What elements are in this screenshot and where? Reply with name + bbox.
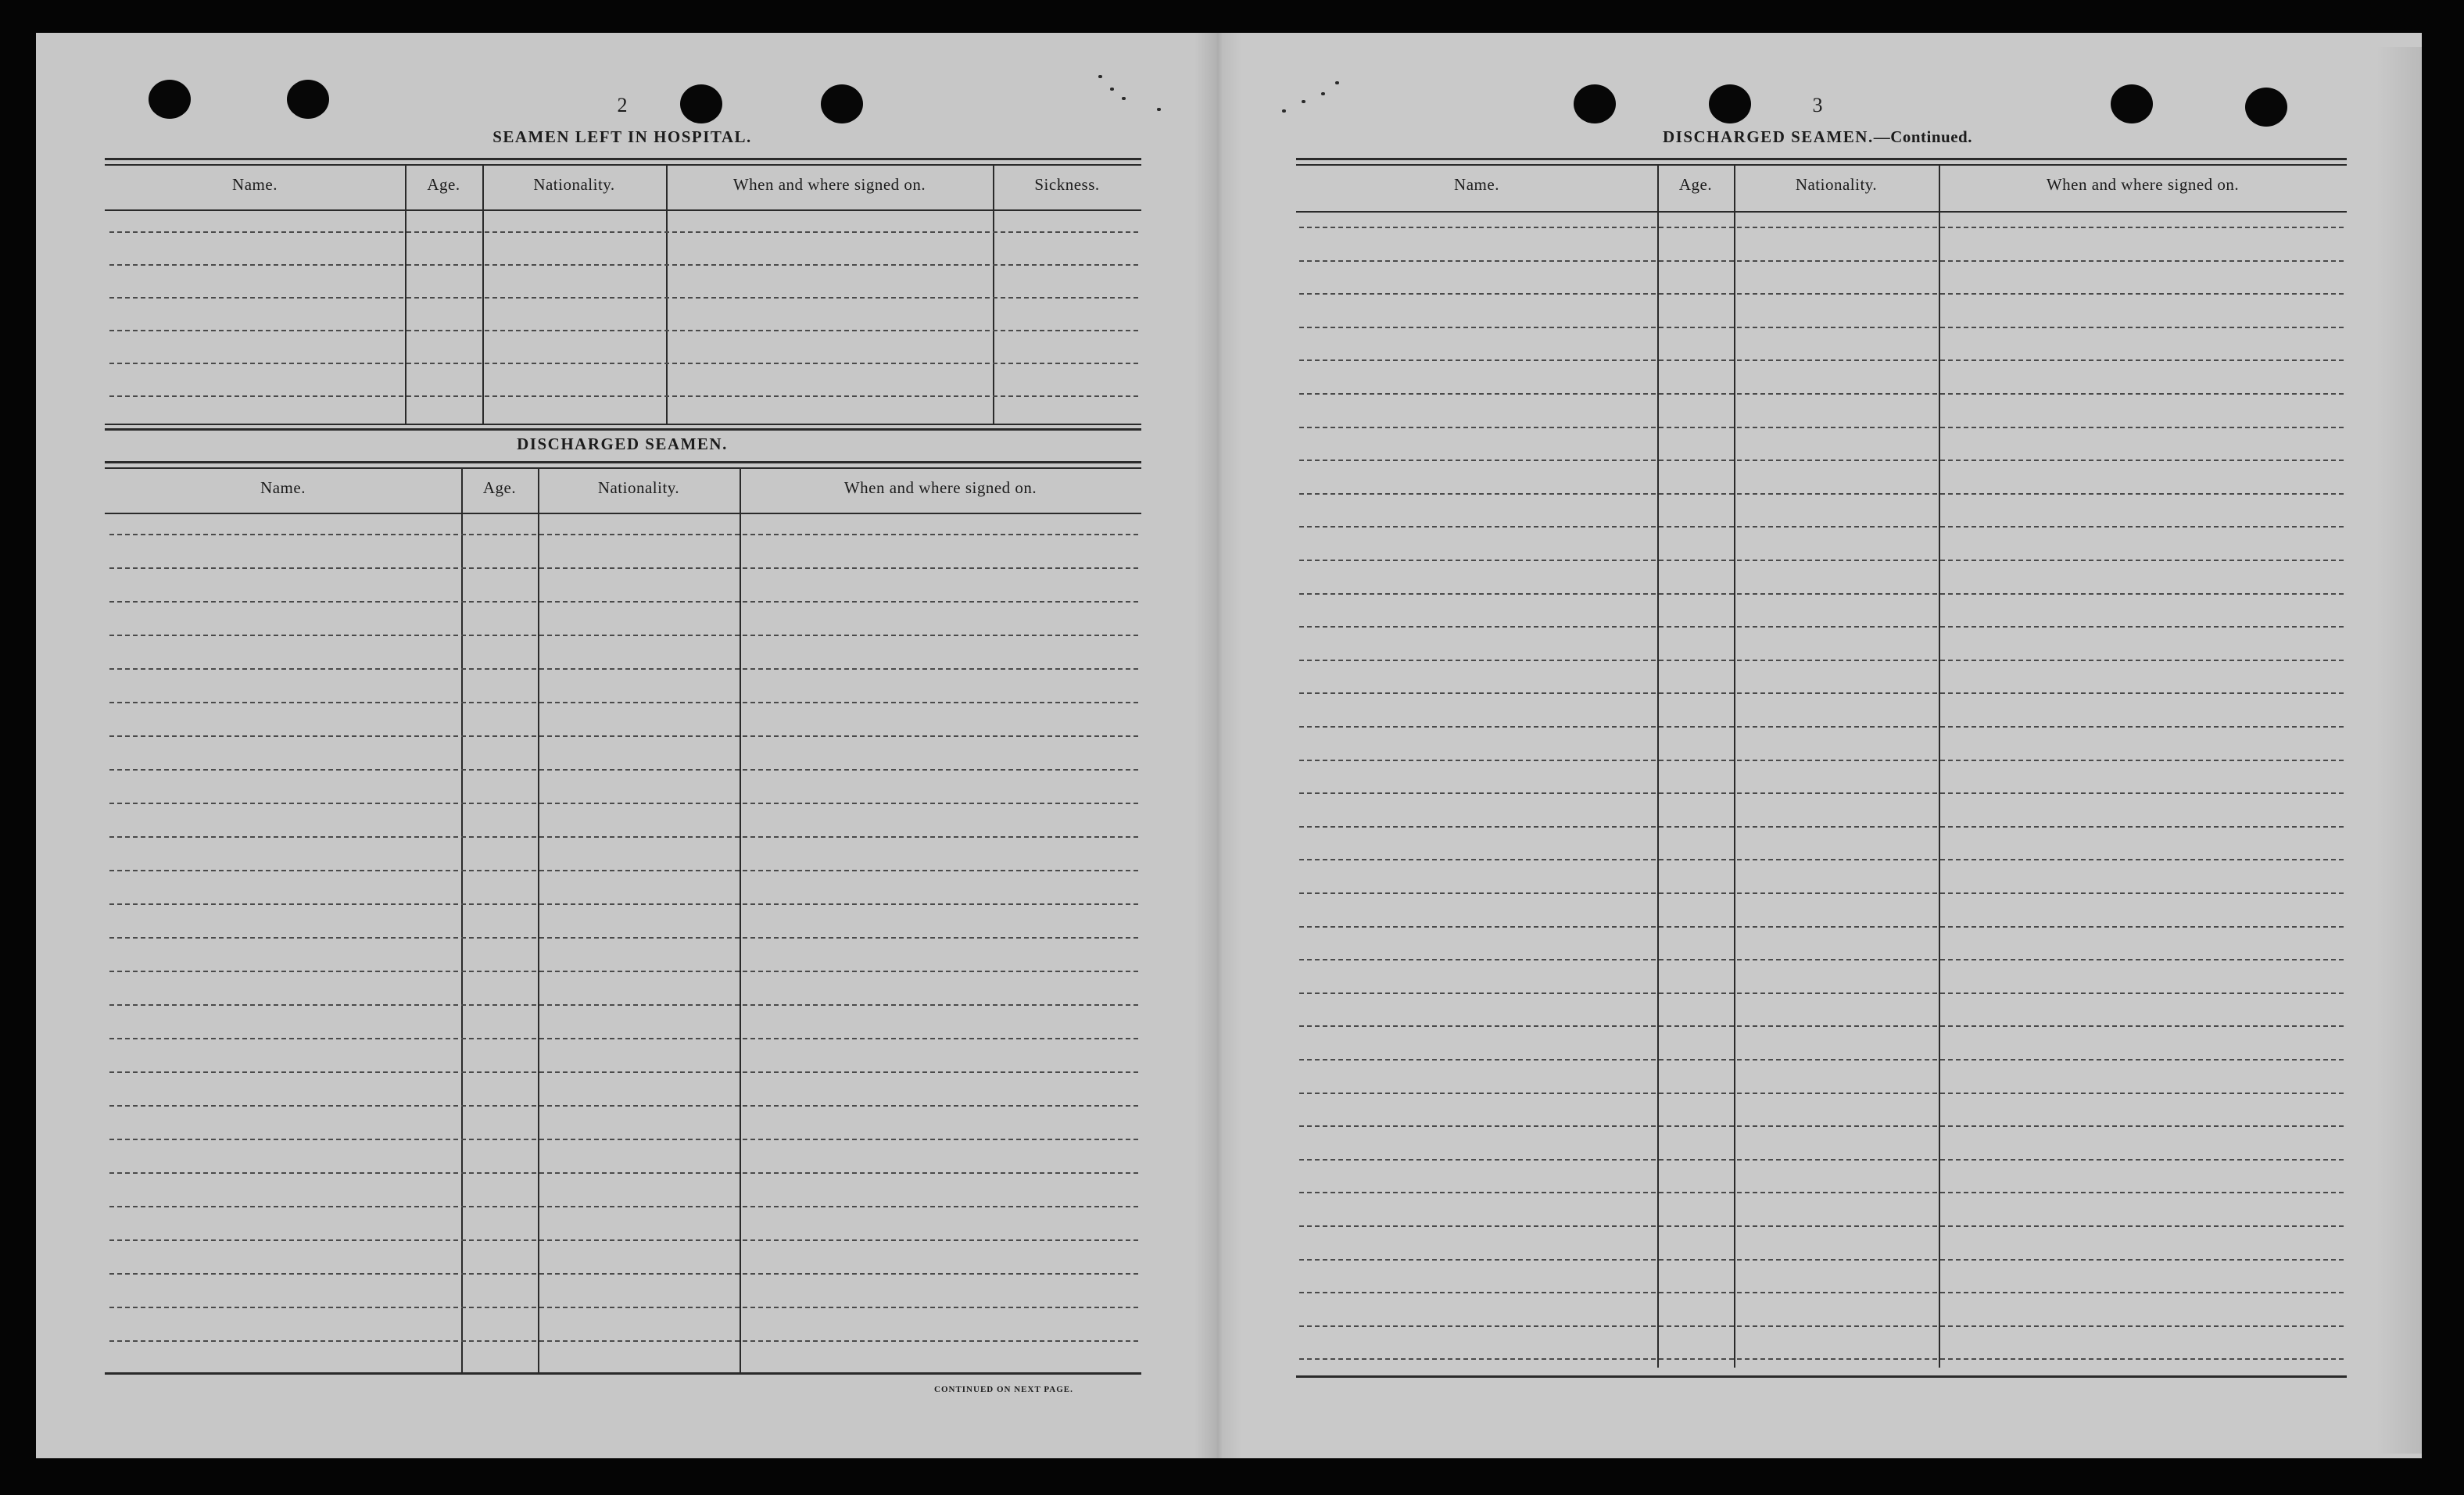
ruled-entry-line <box>109 937 1138 939</box>
hospital-table-bottom-rule <box>105 424 1141 425</box>
ruled-entry-line <box>109 264 1138 266</box>
ruled-entry-line <box>1299 1192 2344 1193</box>
scan-speck <box>1110 88 1114 91</box>
ruled-entry-line <box>1299 260 2344 262</box>
punch-hole <box>680 84 722 123</box>
ruled-entry-line <box>109 395 1138 397</box>
ruled-entry-line <box>1299 826 2344 828</box>
continued-table-bottom-rule <box>1296 1375 2347 1378</box>
scan-speck <box>1157 108 1161 111</box>
ruled-entry-line <box>1299 1259 2344 1261</box>
hospital-header-rule <box>105 209 1141 211</box>
ruled-entry-line <box>1299 1225 2344 1227</box>
hospital-col-nationality: Nationality. <box>533 175 615 194</box>
ruled-entry-line <box>1299 493 2344 495</box>
punch-hole <box>821 84 863 123</box>
continued-note: CONTINUED ON NEXT PAGE. <box>934 1385 1073 1394</box>
scan-speck <box>1282 109 1286 113</box>
continued-col-divider <box>1939 164 1940 1368</box>
book-gutter <box>1194 33 1241 1458</box>
hospital-table-top-rule-2 <box>105 164 1141 166</box>
ruled-entry-line <box>109 1004 1138 1006</box>
discharged-col-when-where: When and where signed on. <box>843 478 1037 497</box>
ruled-entry-line <box>1299 859 2344 860</box>
discharged-col-divider <box>538 467 539 1372</box>
continued-col-divider <box>1657 164 1659 1368</box>
page-edge-shadow <box>2376 47 2422 1454</box>
scan-speck <box>1098 75 1102 78</box>
hospital-col-divider <box>405 164 406 424</box>
ruled-entry-line <box>109 1307 1138 1308</box>
ruled-entry-line <box>1299 1325 2344 1327</box>
ruled-entry-line <box>109 363 1138 364</box>
ruled-entry-line <box>1299 393 2344 395</box>
hospital-col-sickness: Sickness. <box>1034 175 1100 194</box>
punch-hole <box>149 80 191 119</box>
ruled-entry-line <box>109 601 1138 603</box>
ruled-entry-line <box>1299 626 2344 628</box>
ruled-entry-line <box>109 1071 1138 1073</box>
discharged-col-age: Age. <box>482 478 517 497</box>
discharged-continued-title-suffix: —Continued. <box>1873 127 1972 146</box>
ruled-entry-line <box>1299 1025 2344 1027</box>
hospital-col-divider <box>482 164 484 424</box>
discharged-table-rule-2 <box>105 467 1141 469</box>
ruled-entry-line <box>109 1206 1138 1207</box>
discharged-table-rule <box>105 461 1141 463</box>
continued-col-name: Name. <box>1454 175 1499 194</box>
ruled-entry-line <box>1299 359 2344 361</box>
ruled-entry-line <box>1299 660 2344 661</box>
punch-hole <box>2245 88 2287 127</box>
ruled-entry-line <box>1299 1292 2344 1293</box>
ruled-entry-line <box>109 735 1138 737</box>
ruled-entry-line <box>1299 1125 2344 1127</box>
ruled-entry-line <box>109 668 1138 670</box>
ruled-entry-line <box>109 231 1138 233</box>
ruled-entry-line <box>109 297 1138 299</box>
ruled-entry-line <box>109 1172 1138 1174</box>
punch-hole <box>287 80 329 119</box>
hospital-table-top-rule <box>105 158 1141 160</box>
ruled-entry-line <box>109 1105 1138 1107</box>
ruled-entry-line <box>109 1239 1138 1241</box>
discharged-table-bottom-rule <box>105 1372 1141 1375</box>
ruled-entry-line <box>109 534 1138 535</box>
ruled-entry-line <box>1299 460 2344 461</box>
punch-hole <box>1574 84 1616 123</box>
ruled-entry-line <box>1299 926 2344 928</box>
ruled-entry-line <box>109 870 1138 871</box>
ruled-entry-line <box>1299 593 2344 595</box>
discharged-col-divider <box>461 467 463 1372</box>
continued-col-nationality: Nationality. <box>1795 175 1878 194</box>
ruled-entry-line <box>1299 1159 2344 1161</box>
ruled-entry-line <box>1299 560 2344 561</box>
hospital-section-title: SEAMEN LEFT IN HOSPITAL. <box>492 127 752 146</box>
hospital-col-age: Age. <box>427 175 460 194</box>
ruled-entry-line <box>109 635 1138 636</box>
hospital-col-name: Name. <box>232 175 278 194</box>
page-number-left: 2 <box>617 94 628 116</box>
ruled-entry-line <box>1299 992 2344 994</box>
ruled-entry-line <box>1299 526 2344 528</box>
ruled-entry-line <box>1299 227 2344 228</box>
left-page <box>36 33 1216 1458</box>
discharged-col-name: Name. <box>260 478 306 497</box>
ruled-entry-line <box>1299 1358 2344 1360</box>
discharged-header-rule <box>105 513 1141 514</box>
ruled-entry-line <box>109 702 1138 703</box>
ruled-entry-line <box>109 903 1138 905</box>
discharged-col-nationality: Nationality. <box>597 478 680 497</box>
scan-speck <box>1302 100 1305 103</box>
scan-speck <box>1321 92 1325 95</box>
continued-table-top-rule-2 <box>1296 164 2347 166</box>
page-number-right: 3 <box>1812 94 1823 116</box>
ruled-entry-line <box>1299 726 2344 728</box>
punch-hole <box>1709 84 1751 123</box>
continued-table-top-rule <box>1296 158 2347 160</box>
ruled-entry-line <box>1299 293 2344 295</box>
ruled-entry-line <box>109 567 1138 569</box>
ruled-entry-line <box>109 971 1138 972</box>
ruled-entry-line <box>1299 760 2344 761</box>
ruled-entry-line <box>1299 692 2344 694</box>
discharged-table-top-rule <box>105 428 1141 431</box>
ruled-entry-line <box>1299 327 2344 328</box>
continued-header-rule <box>1296 211 2347 213</box>
ruled-entry-line <box>109 330 1138 331</box>
ruled-entry-line <box>1299 427 2344 428</box>
scan-speck <box>1335 81 1339 84</box>
continued-col-divider <box>1734 164 1735 1368</box>
ruled-entry-line <box>109 1139 1138 1140</box>
discharged-col-divider <box>740 467 741 1372</box>
right-page <box>1216 33 2422 1458</box>
ruled-entry-line <box>1299 892 2344 894</box>
discharged-continued-title <box>1563 127 2072 147</box>
ruled-entry-line <box>1299 1059 2344 1060</box>
hospital-col-divider <box>666 164 668 424</box>
discharged-section-title: DISCHARGED SEAMEN. <box>517 435 728 453</box>
continued-col-when-where: When and where signed on. <box>2046 175 2240 194</box>
discharged-continued-title-main: DISCHARGED SEAMEN. <box>1663 127 1874 146</box>
ruled-entry-line <box>109 836 1138 838</box>
hospital-col-divider <box>993 164 994 424</box>
ruled-entry-line <box>109 1340 1138 1342</box>
ruled-entry-line <box>1299 792 2344 794</box>
ruled-entry-line <box>109 1273 1138 1275</box>
ruled-entry-line <box>1299 959 2344 960</box>
ruled-entry-line <box>109 769 1138 771</box>
ruled-entry-line <box>109 803 1138 804</box>
ruled-entry-line <box>109 1038 1138 1039</box>
scan-speck <box>1122 97 1126 100</box>
hospital-col-when-where: When and where signed on. <box>732 175 926 194</box>
punch-hole <box>2111 84 2153 123</box>
continued-col-age: Age. <box>1678 175 1713 194</box>
ruled-entry-line <box>1299 1093 2344 1094</box>
